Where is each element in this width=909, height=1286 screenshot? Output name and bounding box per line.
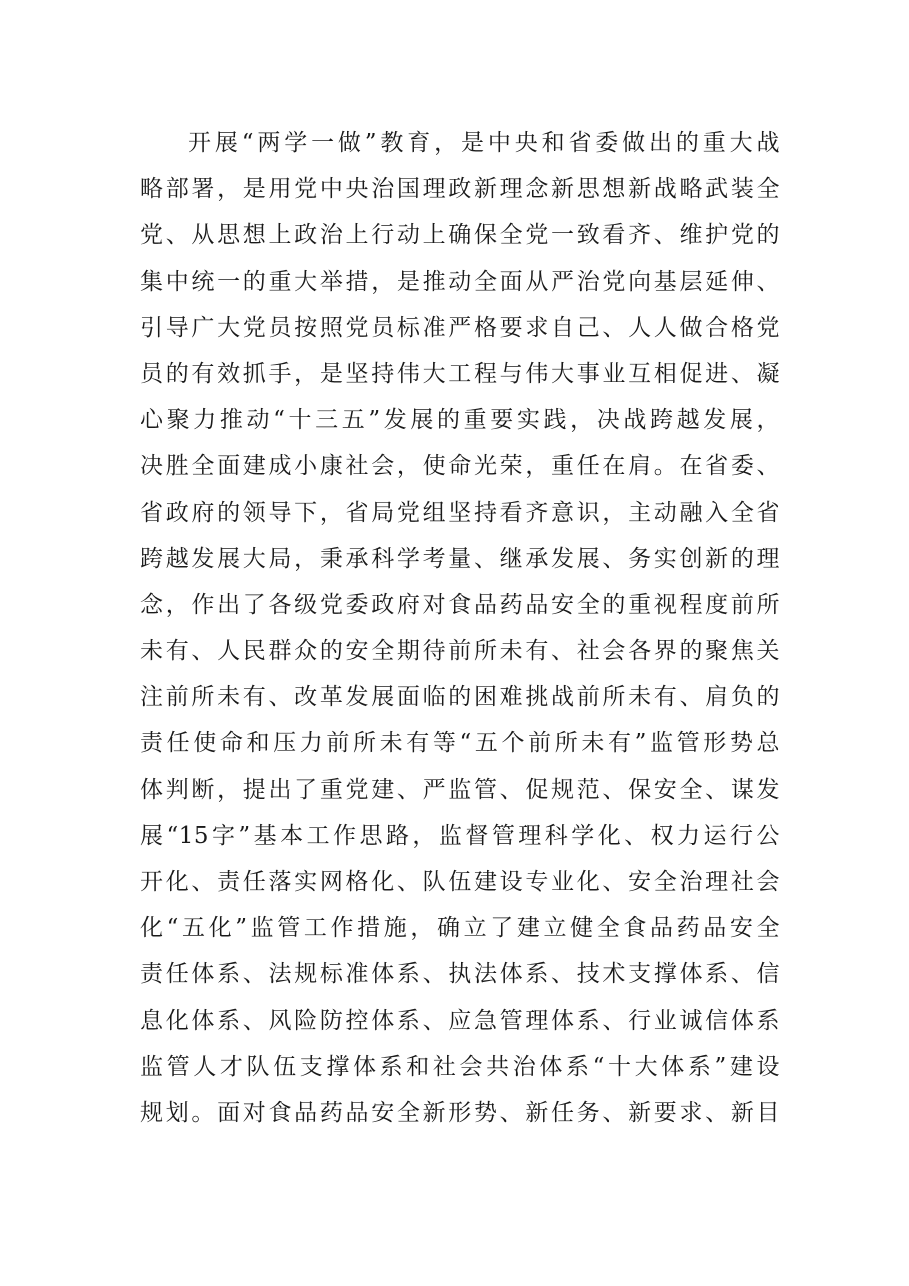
text-line: 开化、责任落实网格化、队伍建设专业化、安全治理社会 [140, 869, 780, 895]
text-line: 念，作出了各级党委政府对食品药品安全的重视程度前所 [140, 591, 780, 618]
text-line: 责任体系、法规标准体系、执法体系、技术支撑体系、信 [140, 961, 780, 988]
text-line: 心聚力推动“十三五”发展的重要实践，决战跨越发展， [140, 407, 780, 434]
text-line: 党、从思想上政治上行动上确保全党一致看齐、维护党的 [140, 222, 780, 249]
text-line: 引导广大党员按照党员标准严格要求自己、人人做合格党 [140, 314, 780, 341]
text-line: 规划。面对食品药品安全新形势、新任务、新要求、新目 [140, 1099, 780, 1126]
text-line: 展“15字”基本工作思路，监督管理科学化、权力运行公 [140, 822, 780, 849]
text-line: 注前所未有、改革发展面临的困难挑战前所未有、肩负的 [140, 684, 780, 711]
text-line: 决胜全面建成小康社会，使命光荣，重任在肩。在省委、 [140, 453, 780, 480]
body-paragraph [140, 120, 780, 1136]
text-line: 省政府的领导下，省局党组坚持看齐意识，主动融入全省 [140, 499, 780, 526]
text-line: 员的有效抓手，是坚持伟大工程与伟大事业互相促进、凝 [140, 360, 780, 387]
text-line: 体判断，提出了重党建、严监管、促规范、保安全、谋发 [140, 776, 780, 803]
text-line: 集中统一的重大举措，是推动全面从严治党向基层延伸、 [140, 268, 780, 295]
text-line: 未有、人民群众的安全期待前所未有、社会各界的聚焦关 [140, 638, 780, 665]
text-line: 息化体系、风险防控体系、应急管理体系、行业诚信体系 [140, 1007, 780, 1034]
text-line: 责任使命和压力前所未有等“五个前所未有”监管形势总 [140, 730, 780, 757]
text-line: 略部署，是用党中央治国理政新理念新思想新战略武装全 [140, 176, 780, 203]
text-line: 开展“两学一做”教育，是中央和省委做出的重大战 [188, 130, 780, 156]
text-line: 化“五化”监管工作措施，确立了建立健全食品药品安全 [140, 915, 780, 942]
text-line: 跨越发展大局，秉承科学考量、继承发展、务实创新的理 [140, 545, 780, 572]
text-line: 监管人才队伍支撑体系和社会共治体系“十大体系”建设 [140, 1053, 780, 1080]
